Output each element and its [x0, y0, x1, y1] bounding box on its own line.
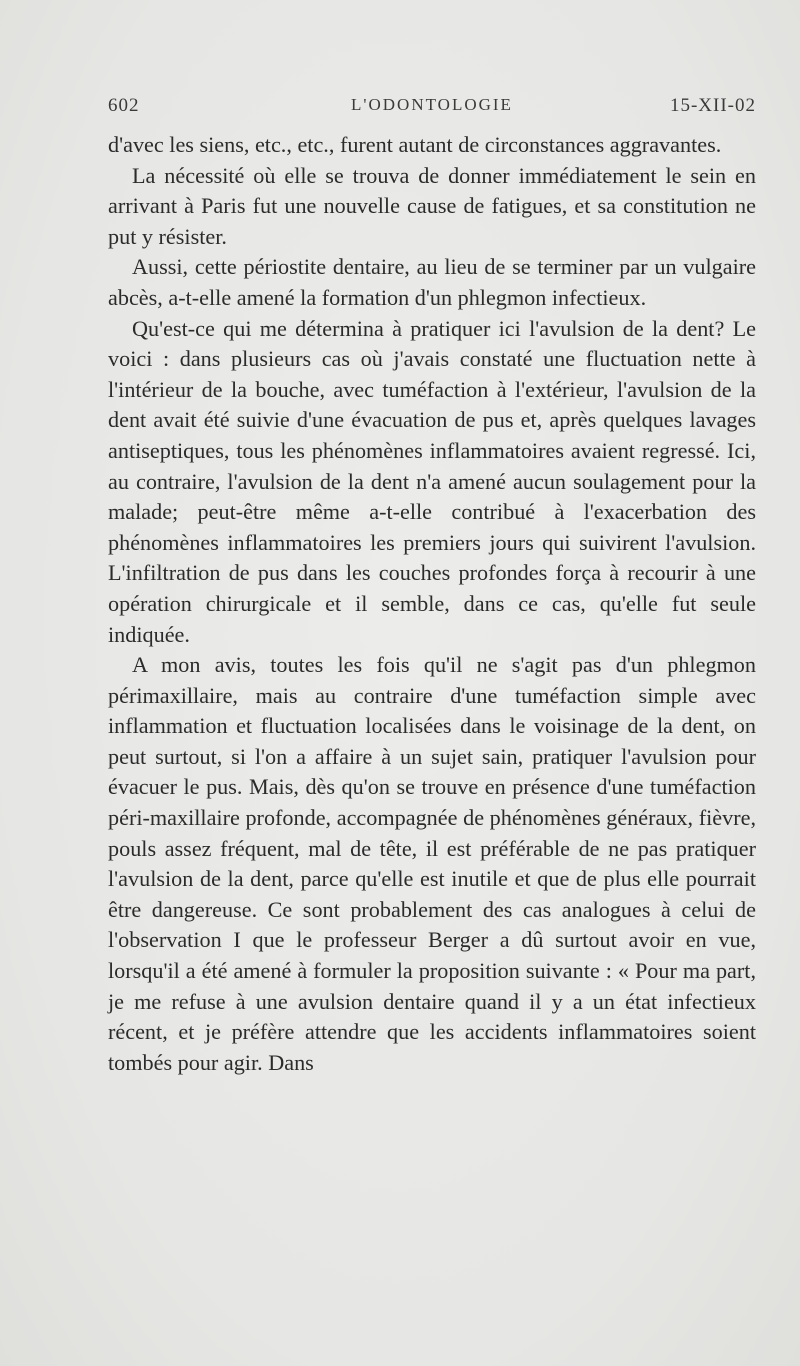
- paragraph: Aussi, cette périostite dentaire, au lieu de se terminer par un vulgaire abcès, a-t-elle amené la formation d'un phlegmon infectieux.: [108, 254, 756, 310]
- running-title: L'ODONTOLOGIE: [351, 95, 513, 114]
- paragraph: A mon avis, toutes les fois qu'il ne s'agit pas d'un phlegmon périmaxillaire, mais au contraire d'une tuméfaction simple avec inflammation et fluctuation localisées dans le voisinage de la dent, on peut surtout, si l'on a affaire à un sujet sain, pratiquer l'avulsion pour évacuer le pus. Mais, dès qu'on se trouve en présence d'une tuméfaction péri-maxillaire profonde, accompagnée de phénomènes généraux, fièvre, pouls assez fréquent, mal de tête, il est préférable de ne pas pratiquer l'avulsion de la dent, parce qu'elle est inutile et que de plus elle pourrait être dangereuse. Ce sont probablement des cas analogues à celui de l'observation I que le professeur Berger a dû surtout avoir en vue, lorsqu'il a été amené à formuler la proposition suivante : « Pour ma part, je me refuse à une avulsion dentaire quand il y a un état infectieux récent, et je préfère attendre que les accidents inflammatoires soient tombés pour agir. Dans: [108, 652, 756, 1075]
- issue-date: 15-XII-02: [669, 95, 756, 116]
- body-text: [108, 130, 756, 1078]
- page-number: 602: [108, 95, 140, 116]
- paragraph: Qu'est-ce qui me détermina à pratiquer ici l'avulsion de la dent? Le voici : dans plusieurs cas où j'avais constaté une fluctuation nette à l'intérieur de la bouche, avec tuméfaction à l'extérieur, l'avulsion de la dent avait été suivie d'une évacuation de pus et, après quelques lavages antiseptiques, tous les phénomènes inflammatoires avaient regressé. Ici, au contraire, l'avulsion de la dent n'a amené aucun soulagement pour la malade; peut-être même a-t-elle contribué à l'exacerbation des phénomènes inflammatoires les premiers jours qui suivirent l'avulsion. L'infiltration de pus dans les couches profondes força à recourir à une opération chirurgicale et il semble, dans ce cas, qu'elle fut seule indiquée.: [108, 315, 756, 647]
- running-header: [108, 95, 756, 123]
- paragraph-continuation: d'avec les siens, etc., etc., furent autant de circonstances aggravantes.: [108, 132, 722, 157]
- paragraph: La nécessité où elle se trouva de donner immédiatement le sein en arrivant à Paris fut une nouvelle cause de fatigues, et sa constitution ne put y résister.: [108, 162, 756, 249]
